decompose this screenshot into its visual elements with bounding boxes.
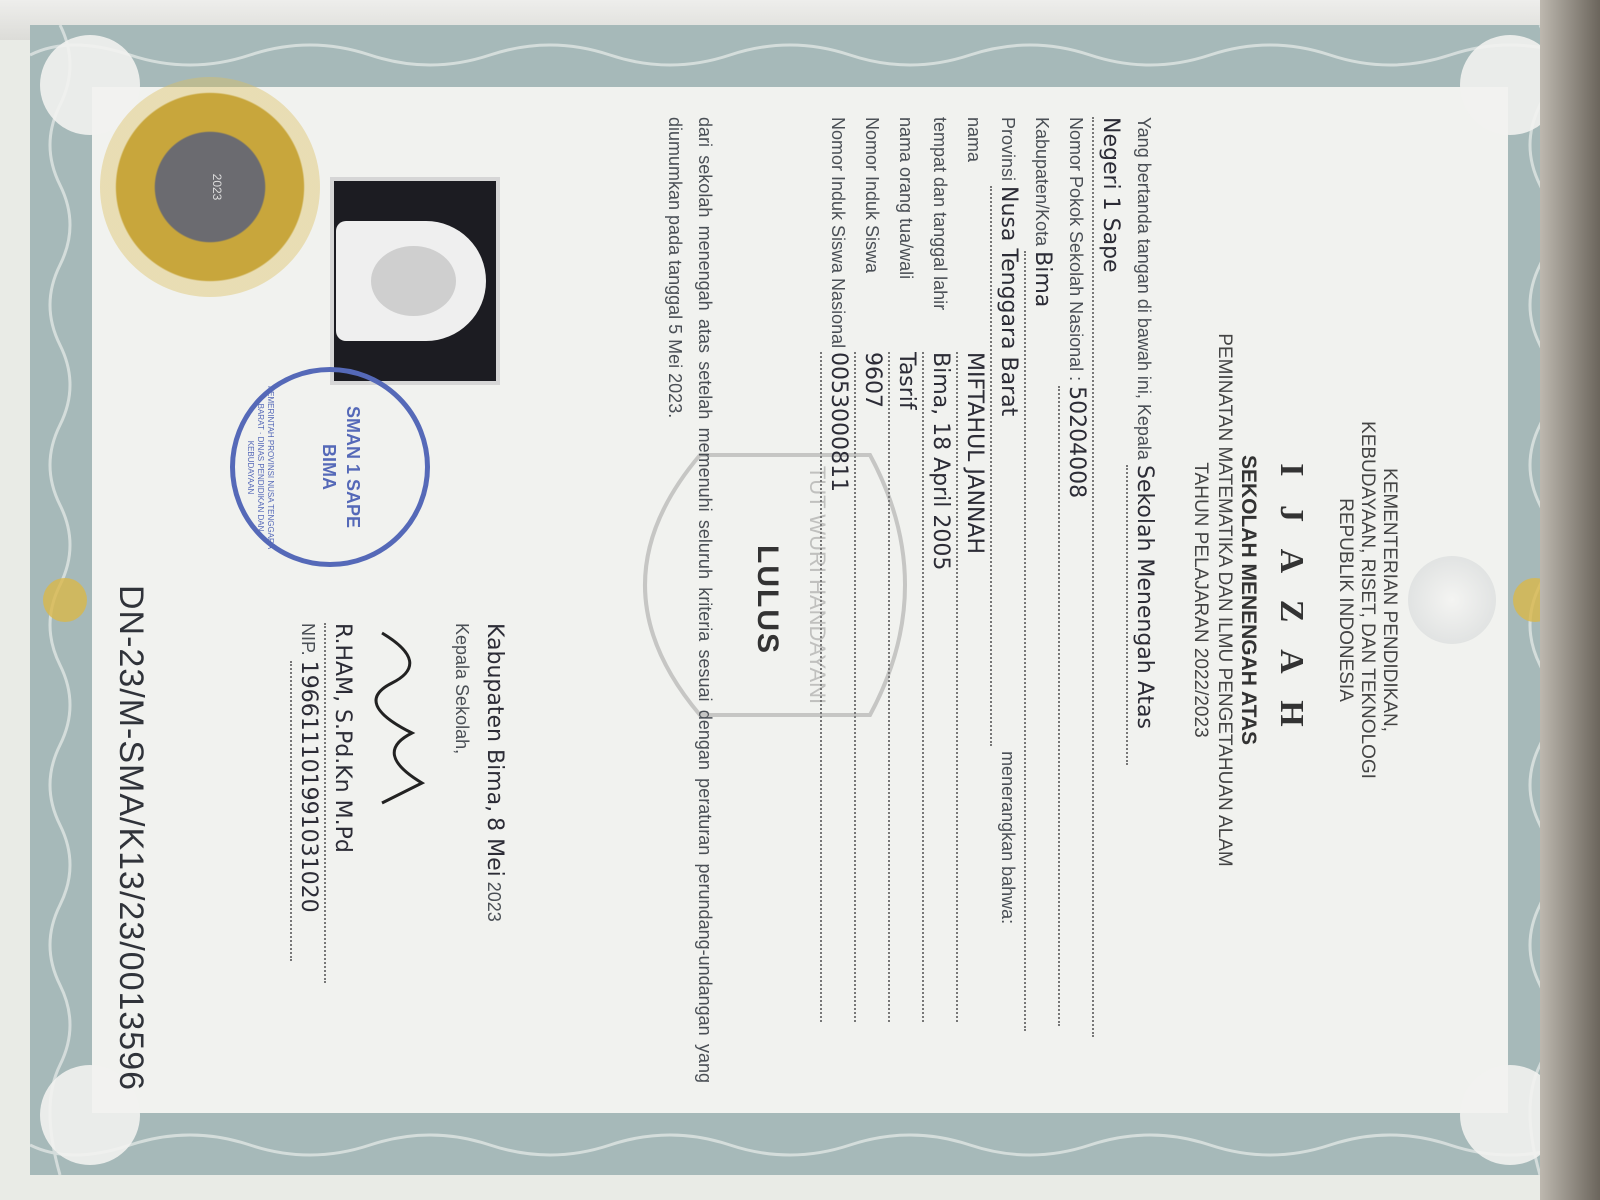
peminatan: PEMINATAN MATEMATIKA DAN ILMU PENGETAHUAN ALAM bbox=[1214, 333, 1235, 867]
ministry-line-1: KEMENTERIAN PENDIDIKAN, bbox=[1379, 468, 1400, 732]
school-name-hand-2: Negeri 1 Sape bbox=[1092, 117, 1126, 1037]
provinsi-value: Nusa Tenggara Barat bbox=[990, 186, 1024, 746]
nis-label: Nomor Induk Siswa bbox=[862, 117, 882, 274]
nis-row bbox=[854, 117, 888, 1083]
ortu-value: Tasrif bbox=[888, 352, 922, 1022]
npsn-label: Nomor Pokok Sekolah Nasional : bbox=[1066, 117, 1086, 382]
intro-label: Yang bertanda tangan di bawah ini, Kepala bbox=[1134, 117, 1154, 460]
nama-value: MIFTAHUL JANNAH bbox=[956, 352, 990, 1022]
document-title: I J A Z A H bbox=[1273, 463, 1310, 737]
statement-text: dari sekolah menengah atas setelah memenuhi seluruh kriteria sesuai dengan peraturan perundang-undangan yang diumumkan pada tanggal 5 Mei 2023. bbox=[665, 117, 715, 1083]
seal-year: 2023 bbox=[210, 173, 224, 201]
ttl-row bbox=[922, 117, 956, 1083]
ttl-label: tempat dan tanggal lahir bbox=[930, 117, 950, 311]
nip-label: NIP. bbox=[298, 623, 318, 656]
kabupaten-label: Kabupaten/Kota bbox=[1032, 117, 1052, 247]
photo-face bbox=[371, 246, 456, 316]
signature-scribble bbox=[362, 623, 442, 823]
lulus-status: LULUS bbox=[751, 545, 784, 655]
nisn-row bbox=[820, 117, 854, 1083]
ijazah-certificate bbox=[30, 25, 1570, 1175]
stamp-center-line-1: SMAN 1 SAPE bbox=[343, 405, 363, 529]
student-photo bbox=[330, 177, 500, 385]
serial-number: DN-23/M-SMA/K13/23/0013596 bbox=[112, 585, 150, 1092]
certificate-body bbox=[120, 117, 1470, 1083]
menerangkan-label: menerangkan bahwa: bbox=[998, 751, 1018, 925]
stamp-center-line-2: BIMA bbox=[319, 444, 339, 490]
stamp-ring-text: PEMERINTAH PROVINSI NUSA TENGGARA BARAT · DINAS PENDIDIKAN DAN KEBUDAYAAN bbox=[246, 385, 275, 550]
signature-place-date bbox=[478, 623, 510, 1043]
nisn-label: Nomor Induk Siswa Nasional bbox=[828, 117, 848, 349]
ortu-label: nama orang tua/wali bbox=[896, 117, 916, 280]
signature-place: Kabupaten Bima, bbox=[482, 623, 507, 813]
stamp-center bbox=[317, 402, 365, 532]
nama-row bbox=[956, 117, 990, 1083]
nis-value: 9607 bbox=[854, 352, 888, 1022]
fields-block bbox=[820, 117, 1160, 1083]
provinsi-row bbox=[990, 117, 1024, 1083]
npsn-row bbox=[1058, 117, 1092, 1083]
npsn-value: 50204008 bbox=[1058, 386, 1092, 1026]
ministry-line-2: KEBUDAYAAN, RISET, DAN TEKNOLOGI bbox=[1357, 421, 1378, 779]
hologram-seal bbox=[100, 77, 320, 297]
school-stamp bbox=[230, 367, 430, 567]
signature-name: R.HAM, S.Pd.Kn M.Pd bbox=[324, 623, 358, 983]
garuda-emblem-icon bbox=[1408, 556, 1496, 644]
nama-label: nama bbox=[964, 117, 984, 163]
nip-row bbox=[290, 623, 324, 1043]
ortu-row bbox=[888, 117, 922, 1083]
kabupaten-value: Bima bbox=[1024, 251, 1058, 1031]
provinsi-label: Provinsi bbox=[998, 117, 1018, 182]
school-name-hand-1: Sekolah Menengah Atas bbox=[1126, 465, 1160, 765]
nisn-value: 0053000811 bbox=[820, 352, 854, 1022]
ttl-value: Bima, 18 April 2005 bbox=[922, 352, 956, 1022]
signature-role: Kepala Sekolah, bbox=[452, 623, 472, 755]
ministry-line-3: REPUBLIK INDONESIA bbox=[1335, 498, 1356, 702]
nip-value: 196611101991031020 bbox=[290, 661, 324, 961]
intro-line bbox=[1126, 117, 1160, 1083]
intro-line-2 bbox=[1092, 117, 1126, 1083]
kabupaten-row bbox=[1024, 117, 1058, 1083]
school-type: SEKOLAH MENENGAH ATAS bbox=[1237, 454, 1260, 746]
ministry-header bbox=[1334, 117, 1400, 1083]
watermark-text: TUT WURI HANDAYANI bbox=[805, 465, 830, 705]
signature-block bbox=[290, 623, 510, 1043]
signature-date: 8 Mei bbox=[482, 817, 507, 877]
academic-year: TAHUN PELAJARAN 2022/2023 bbox=[1190, 462, 1211, 738]
signature-year: 2023 bbox=[484, 881, 504, 922]
background-right bbox=[1540, 0, 1600, 1200]
